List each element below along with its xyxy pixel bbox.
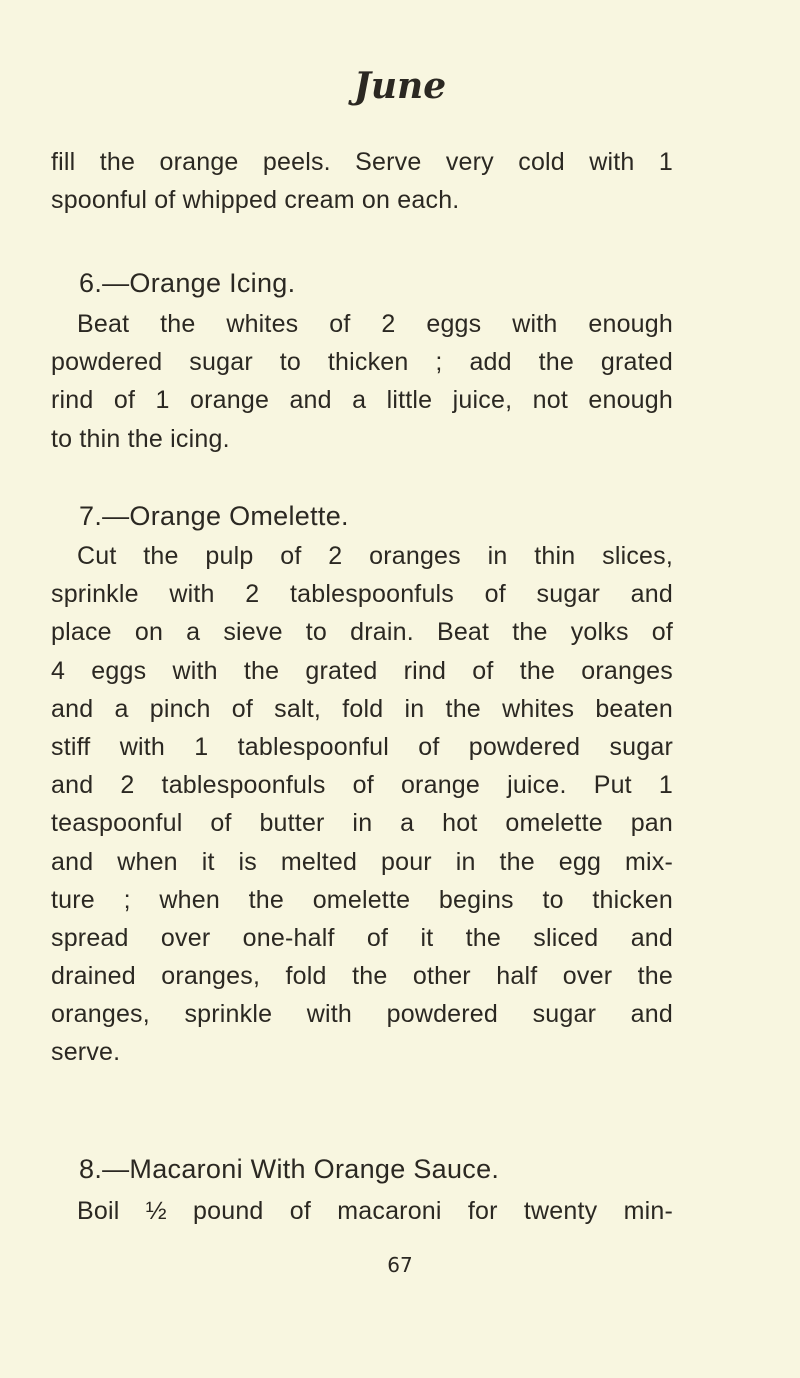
text-line: place on a sieve to drain. Beat the yolks of — [51, 618, 673, 647]
text-line: rind of 1 orange and a little juice, not enough — [51, 386, 673, 415]
text-line: and a pinch of salt, fold in the whites beaten — [51, 694, 673, 723]
page-number: 67 — [387, 1253, 413, 1277]
text-line: Beat the whites of 2 eggs with enough — [77, 310, 673, 338]
text-line: ture ; when the omelette begins to thicken — [51, 885, 673, 914]
recipe-heading-macaroni-orange-sauce: 8.—Macaroni With Orange Sauce. — [79, 1154, 500, 1184]
text-line: serve. — [51, 1038, 121, 1067]
recipe-heading-orange-omelette: 7.—Orange Omelette. — [79, 501, 349, 531]
text-line: powdered sugar to thicken ; add the grated — [51, 348, 673, 377]
recipe-heading-orange-icing: 6.—Orange Icing. — [79, 268, 296, 298]
recipe-body-orange-omelette — [51, 537, 673, 1072]
running-head: June — [353, 65, 447, 107]
text-line: and 2 tablespoonfuls of orange juice. Put 1 — [51, 771, 673, 800]
text-line: and when it is melted pour in the egg mix- — [51, 847, 673, 876]
intro-paragraph — [51, 143, 673, 219]
recipe-body-orange-icing — [51, 305, 673, 458]
text-line: fill the orange peels. Serve very cold with 1 — [51, 148, 673, 176]
text-line: sprinkle with 2 tablespoonfuls of sugar and — [51, 580, 673, 609]
text-line: 4 eggs with the grated rind of the oranges — [51, 656, 673, 685]
text-line: teaspoonful of butter in a hot omelette pan — [51, 809, 673, 838]
text-line: drained oranges, fold the other half over the — [51, 962, 673, 991]
text-line: oranges, sprinkle with powdered sugar and — [51, 1000, 673, 1029]
recipe-body-macaroni-orange-sauce — [51, 1192, 673, 1230]
text-line: spread over one-half of it the sliced and — [51, 923, 673, 952]
text-line: Boil ½ pound of macaroni for twenty min- — [77, 1197, 673, 1225]
text-line: Cut the pulp of 2 oranges in thin slices, — [77, 542, 673, 570]
text-line: spoonful of whipped cream on each. — [51, 186, 460, 215]
text-line: stiff with 1 tablespoonful of powdered sugar — [51, 732, 673, 761]
text-line: to thin the icing. — [51, 424, 230, 453]
